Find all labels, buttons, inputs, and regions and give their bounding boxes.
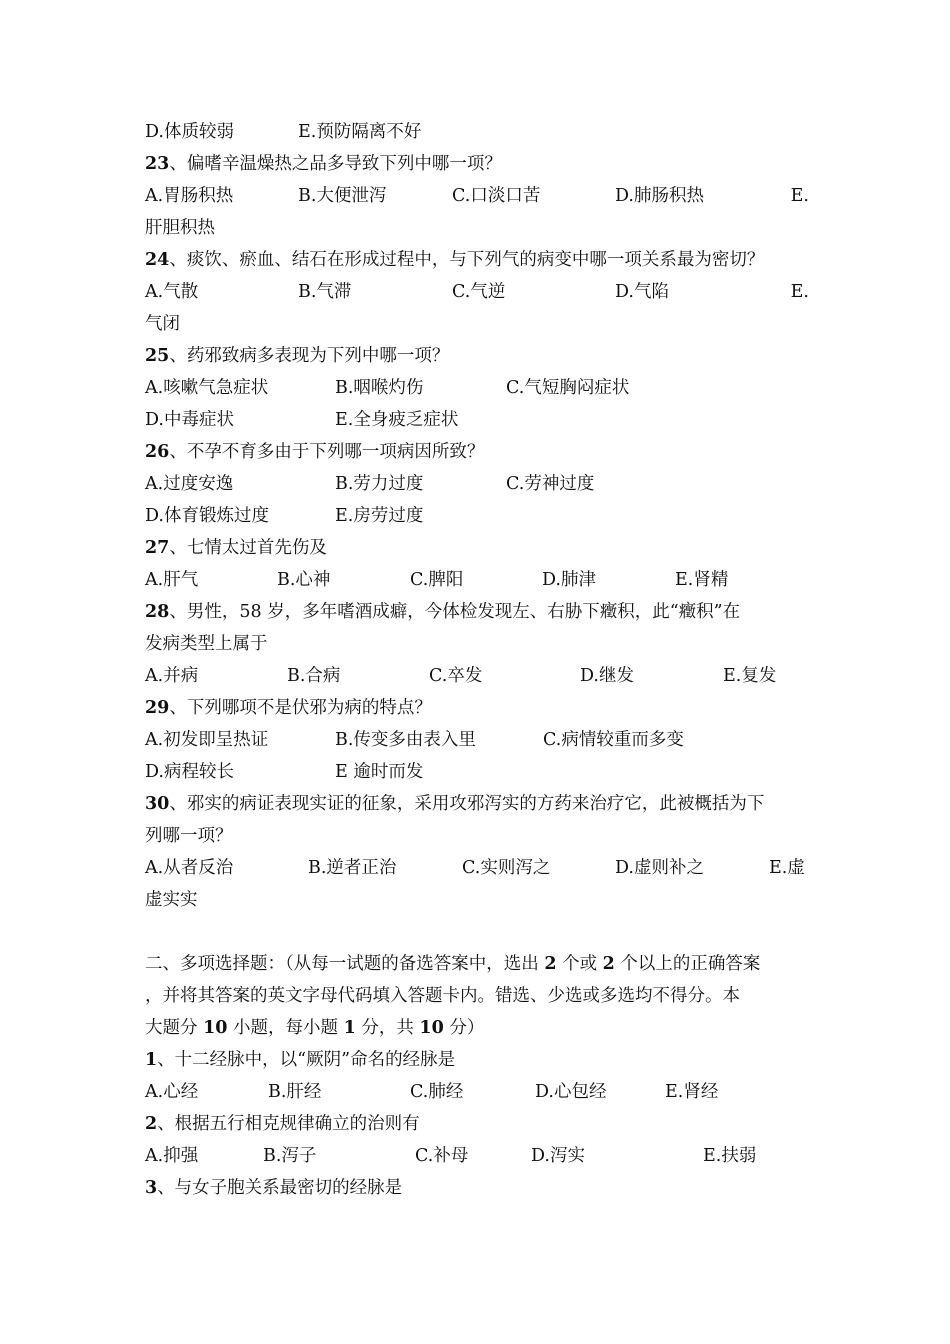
m2-option-c: C.补母 xyxy=(415,1146,469,1166)
q27-text: 、七情太过首先伤及 xyxy=(169,538,327,558)
q27-option-e: E.肾精 xyxy=(675,570,729,590)
q29-option-c: C.病情较重而多变 xyxy=(543,730,684,750)
section2-text: ，并将其答案的英文字母代码填入答题卡内。错选、少选或多选均不得分。本 xyxy=(145,986,740,1006)
m1-text: 、十二经脉中，以“厥阴”命名的经脉是 xyxy=(157,1050,456,1070)
q29-option-a: A.初发即呈热证 xyxy=(145,730,269,750)
q28-option-b: B.合病 xyxy=(287,666,341,686)
q24-option-e-prefix: E. xyxy=(790,282,809,302)
q28-option-d: D.继发 xyxy=(580,666,634,686)
q29-option-b: B.传变多由表入里 xyxy=(335,730,476,750)
q29-stem xyxy=(145,692,809,724)
m2-text: 、根据五行相克规律确立的治则有 xyxy=(157,1114,420,1134)
q25-number: 25 xyxy=(145,346,170,366)
q26-stem xyxy=(145,436,809,468)
q23-option-a: A.胃肠积热 xyxy=(145,186,234,206)
section2-instructions-line3 xyxy=(145,1012,809,1044)
q25-text: 、药邪致病多表现为下列中哪一项？ xyxy=(169,346,450,366)
m1-option-b: B.肝经 xyxy=(268,1082,322,1102)
q27-options xyxy=(145,564,809,596)
section2-text: 小题，每小题 xyxy=(227,1018,344,1038)
q26-text: 、不孕不育多由于下列哪一项病因所致？ xyxy=(169,442,485,462)
section2-text: 分） xyxy=(443,1018,485,1038)
section2-text: 大题分 xyxy=(145,1018,204,1038)
q30-option-c: C.实则泻之 xyxy=(462,858,551,878)
q26-option-a: A.过度安逸 xyxy=(145,474,234,494)
q23-option-e-wrap xyxy=(145,212,809,244)
m2-options xyxy=(145,1140,809,1172)
q24-option-c: C.气逆 xyxy=(452,282,506,302)
q29-option-e: E 逾时而发 xyxy=(335,762,424,782)
section2-number: 2 xyxy=(602,954,615,974)
m2-option-d: D.泻实 xyxy=(531,1146,585,1166)
q29-options-row2 xyxy=(145,756,809,788)
q28-option-c: C.卒发 xyxy=(429,666,483,686)
m2-option-e: E.扶弱 xyxy=(703,1146,757,1166)
section2-instructions-line2 xyxy=(145,980,809,1012)
q30-option-d: D.虚则补之 xyxy=(615,858,704,878)
q25-option-e: E.全身疲乏症状 xyxy=(335,410,459,430)
m1-option-d: D.心包经 xyxy=(535,1082,607,1102)
section2-text: 二、多项选择题：（从每一试题的备选答案中，选出 xyxy=(145,954,545,974)
q30-options xyxy=(145,852,809,884)
q30-text-2: 列哪一项？ xyxy=(145,826,233,846)
q24-options xyxy=(145,276,809,308)
m2-option-b: B.泻子 xyxy=(263,1146,317,1166)
q23-number: 23 xyxy=(145,154,170,174)
q28-stem-line1 xyxy=(145,596,809,628)
section2-instructions-line1 xyxy=(145,948,809,980)
q28-option-a: A.并病 xyxy=(145,666,199,686)
q30-option-e-wrap xyxy=(145,884,809,916)
q23-stem xyxy=(145,148,809,180)
m2-stem xyxy=(145,1108,809,1140)
q28-stem-line2 xyxy=(145,628,809,660)
q23-text: 、偏嗜辛温燥热之品多导致下列中哪一项？ xyxy=(169,154,502,174)
m1-option-c: C.肺经 xyxy=(410,1082,464,1102)
q25-option-c: C.气短胸闷症状 xyxy=(506,378,630,398)
q25-stem xyxy=(145,340,809,372)
q29-option-d: D.病程较长 xyxy=(145,762,234,782)
q22-option-e: E.预防隔离不好 xyxy=(298,122,422,142)
q25-option-b: B.咽喉灼伤 xyxy=(335,378,424,398)
q27-option-a: A.肝气 xyxy=(145,570,199,590)
q30-text-1: 、邪实的病证表现实证的征象，采用攻邪泻实的方药来治疗它，此被概括为下 xyxy=(169,794,765,814)
q25-options-row1 xyxy=(145,372,809,404)
m2-option-a: A.抑强 xyxy=(145,1146,199,1166)
q28-text-2: 发病类型上属于 xyxy=(145,634,268,654)
q23-option-e-text: 肝胆积热 xyxy=(145,218,215,238)
q24-text: 、痰饮、瘀血、结石在形成过程中，与下列气的病变中哪一项关系最为密切？ xyxy=(169,250,765,270)
q26-option-b: B.劳力过度 xyxy=(335,474,424,494)
q25-option-a: A.咳嗽气急症状 xyxy=(145,378,269,398)
section2-number: 10 xyxy=(203,1018,228,1038)
m1-option-e: E.肾经 xyxy=(665,1082,719,1102)
q27-option-d: D.肺津 xyxy=(542,570,596,590)
m2-number: 2 xyxy=(145,1114,158,1134)
q26-options-row1 xyxy=(145,468,809,500)
q30-option-e-prefix: E.虚 xyxy=(769,858,805,878)
m3-stem xyxy=(145,1172,809,1204)
q28-number: 28 xyxy=(145,602,170,622)
q23-options xyxy=(145,180,809,212)
q29-options-row1 xyxy=(145,724,809,756)
q24-stem xyxy=(145,244,809,276)
q30-stem-line2 xyxy=(145,820,809,852)
q30-number: 30 xyxy=(145,794,170,814)
q24-option-e-wrap xyxy=(145,308,809,340)
q26-options-row2 xyxy=(145,500,809,532)
q23-option-d: D.肺肠积热 xyxy=(615,186,704,206)
q23-option-e-prefix: E. xyxy=(790,186,809,206)
q30-option-a: A.从者反治 xyxy=(145,858,234,878)
section2-number: 2 xyxy=(544,954,557,974)
section2-number: 1 xyxy=(343,1018,356,1038)
q27-option-c: C.脾阳 xyxy=(410,570,464,590)
q26-number: 26 xyxy=(145,442,170,462)
q30-option-b: B.逆者正治 xyxy=(308,858,397,878)
q30-option-e-text: 虚实实 xyxy=(145,890,198,910)
q27-option-b: B.心神 xyxy=(277,570,331,590)
q25-option-d: D.中毒症状 xyxy=(145,410,234,430)
q22-options xyxy=(145,116,809,148)
q24-option-d: D.气陷 xyxy=(615,282,669,302)
section2-number: 10 xyxy=(419,1018,444,1038)
q24-option-a: A.气散 xyxy=(145,282,199,302)
q24-option-b: B.气滞 xyxy=(298,282,352,302)
q22-option-d: D.体质较弱 xyxy=(145,122,234,142)
m3-number: 3 xyxy=(145,1178,158,1198)
q28-text-1: 、男性，58 岁，多年嗜酒成癖，今体检发现左、右胁下癥积，此“癥积”在 xyxy=(169,602,741,622)
m1-option-a: A.心经 xyxy=(145,1082,199,1102)
q26-option-d: D.体育锻炼过度 xyxy=(145,506,269,526)
q28-options xyxy=(145,660,809,692)
q26-option-e: E.房劳过度 xyxy=(335,506,424,526)
section2-text: 个或 xyxy=(556,954,603,974)
section2-text: 个以上的正确答案 xyxy=(614,954,761,974)
q27-stem xyxy=(145,532,809,564)
m1-number: 1 xyxy=(145,1050,158,1070)
q26-option-c: C.劳神过度 xyxy=(506,474,595,494)
section2-text: 分，共 xyxy=(355,1018,420,1038)
q27-number: 27 xyxy=(145,538,170,558)
q29-text: 、下列哪项不是伏邪为病的特点？ xyxy=(169,698,432,718)
q29-number: 29 xyxy=(145,698,170,718)
q24-option-e-text: 气闭 xyxy=(145,314,180,334)
q23-option-c: C.口淡口苦 xyxy=(452,186,541,206)
m1-options xyxy=(145,1076,809,1108)
q28-option-e: E.复发 xyxy=(723,666,777,686)
q23-option-b: B.大便泄泻 xyxy=(298,186,387,206)
m1-stem xyxy=(145,1044,809,1076)
m3-text: 、与女子胞关系最密切的经脉是 xyxy=(157,1178,403,1198)
q24-number: 24 xyxy=(145,250,170,270)
q30-stem-line1 xyxy=(145,788,809,820)
q25-options-row2 xyxy=(145,404,809,436)
